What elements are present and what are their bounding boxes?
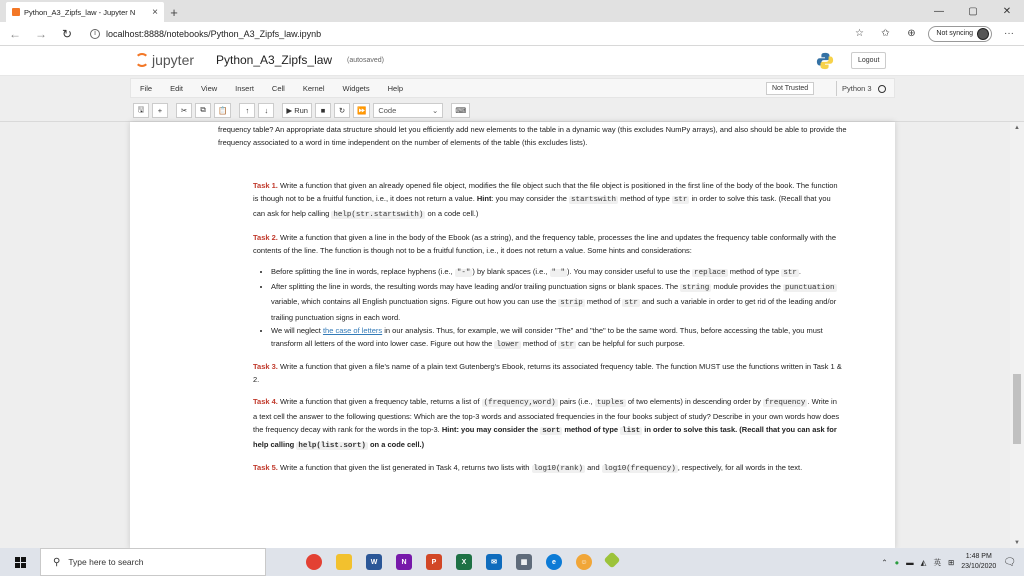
code-string: string xyxy=(682,284,710,293)
menu-file[interactable]: File xyxy=(140,83,153,93)
notebook-page xyxy=(130,122,895,549)
hint-3-text-b: in our analysis. Thus, for example, we will consider "The" and "the" to be the same word. Thus, before accessing the table, you must transform all letters of the word into lower case. Figure out how the xyxy=(271,325,823,349)
jupyter-brand-text: jupyter xyxy=(152,52,195,68)
hint-2-text-e: and such a variable in order to get rid of the leading and/or trailing punctuation signs in each word. xyxy=(271,297,837,322)
refresh-icon[interactable]: ↻ xyxy=(61,26,73,41)
task-5-text-c: , respectively, for all words in the text. xyxy=(677,463,803,473)
address-bar xyxy=(0,22,1024,46)
task-5-text-b: and xyxy=(585,463,602,473)
task-1-text-e: on a code cell.) xyxy=(425,209,479,219)
hint-2-text-d: method of xyxy=(584,297,623,307)
hint-1-text-c: ). You may consider useful to use the xyxy=(567,267,693,277)
autosave-status: (autosaved) xyxy=(347,57,384,64)
task-2-text: Write a function that given a line in the body of the Ebook (as a string), and the frequency table, processes the line and updates the frequency table conformally with the contents of the line. The function is though not to be a fruitful function, i.e., it does not return a value. Some hints and considerations: xyxy=(253,232,837,255)
fast-forward-icon[interactable]: ⏩ xyxy=(353,103,370,118)
git-icon[interactable] xyxy=(604,552,621,569)
clock-time: 1:48 PM xyxy=(965,553,992,560)
task-3-label: Task 3. xyxy=(253,362,278,372)
chevron-down-icon: ⌄ xyxy=(432,105,439,115)
tab-close-icon[interactable]: × xyxy=(152,6,158,18)
python-logo-icon xyxy=(816,52,834,70)
code-sort: sort xyxy=(542,427,561,436)
code-frequency: frequency xyxy=(764,398,806,407)
task-1-text: Write a function that given an already opened file object, modifies the file object such that the file object is positioned in the first line of the body of the book. The function is though not to be a fruitful function, i.e., it does not return a value. xyxy=(253,181,838,204)
code-help-list-sort: help(list.sort) xyxy=(298,442,366,451)
onenote-icon[interactable]: N xyxy=(396,554,412,570)
collections-icon[interactable]: ⊕ xyxy=(907,28,916,39)
task-3 xyxy=(253,360,843,386)
menu-view[interactable]: View xyxy=(201,83,218,93)
code-log10-frequency: log10(frequency) xyxy=(603,465,676,474)
chrome-icon[interactable] xyxy=(306,554,322,570)
powerpoint-icon[interactable]: P xyxy=(426,554,442,570)
task-4 xyxy=(253,395,843,454)
list-item xyxy=(271,324,843,352)
notebook-name[interactable]: Python_A3_Zipfs_law xyxy=(216,53,333,67)
code-frequency-word: (frequency,word) xyxy=(483,398,556,407)
favorite-star-icon[interactable]: ☆ xyxy=(854,28,864,39)
list-item xyxy=(271,265,843,280)
notification-icon[interactable]: 🗨 xyxy=(1003,556,1016,568)
hint-2-text-b: module provides the xyxy=(711,282,783,292)
code-str: str xyxy=(783,269,797,278)
code-strip: strip xyxy=(560,299,583,308)
task-1 xyxy=(253,179,843,223)
task-1-text-b: : you may consider the xyxy=(491,194,570,204)
move-down-icon[interactable]: ↓ xyxy=(258,103,274,118)
code-hyphen: "-" xyxy=(456,269,471,278)
stop-icon[interactable]: ■ xyxy=(315,103,331,118)
maximize-button[interactable]: ▢ xyxy=(968,5,978,17)
run-label: Run xyxy=(294,105,308,115)
jupyter-toolbar xyxy=(133,101,893,119)
ime-indicator[interactable]: 英 xyxy=(933,557,941,567)
kernel-name: Python 3 xyxy=(842,84,872,93)
wifi-icon[interactable]: ◭ xyxy=(920,557,927,567)
trust-status-button[interactable]: Not Trusted xyxy=(766,82,814,95)
keyboard-icon[interactable]: ⌨ xyxy=(451,103,470,118)
task-4-text-b: pairs (i.e., xyxy=(557,396,595,406)
list-item xyxy=(271,280,843,324)
code-replace: replace xyxy=(694,269,726,278)
code-str: str xyxy=(560,341,574,350)
excel-icon[interactable]: X xyxy=(456,554,472,570)
move-up-icon[interactable]: ↑ xyxy=(239,103,255,118)
word-icon[interactable]: W xyxy=(366,554,382,570)
hint-1-text-e: . xyxy=(798,267,802,277)
menu-widgets[interactable]: Widgets xyxy=(342,83,370,93)
taskbar-search-box[interactable] xyxy=(40,548,266,576)
task-1-hint: Hint xyxy=(476,194,492,204)
run-button[interactable]: ▶ Run xyxy=(282,103,312,118)
anaconda-icon[interactable]: ☺ xyxy=(576,554,592,570)
task-4-hint-c: in order to solve this task. (Recall that you can ask for help calling xyxy=(253,425,837,450)
task-4-text-c: of two elements) in descending order by xyxy=(625,396,763,406)
start-button[interactable] xyxy=(0,548,40,576)
cell-type-select[interactable] xyxy=(373,103,443,118)
task-2 xyxy=(253,231,843,257)
menu-insert[interactable]: Insert xyxy=(235,83,254,93)
hint-2-text-c: variable, which contains all English punctuation signs. Figure out how you can use the xyxy=(271,297,559,307)
hint-2-text-a: After splitting the line in words, the resulting words may have leading and/or trailing punctuation signs or blank spaces. The xyxy=(271,282,681,292)
sync-label: Not syncing xyxy=(936,30,973,37)
task-3-text: Write a function that given a file's name of a plain text Gutenberg's Ebook, returns its associated frequency table. The function MUST use the functions written in Task 1 & 2. xyxy=(253,362,842,385)
restart-icon[interactable]: ↻ xyxy=(334,103,350,118)
pinned-apps xyxy=(306,554,618,570)
task-5-text-a: Write a function that given the list generated in Task 4, returns two lists with xyxy=(277,463,532,473)
jupyter-menubar xyxy=(130,78,895,98)
code-log10-rank: log10(rank) xyxy=(533,465,584,474)
info-icon[interactable]: i xyxy=(90,29,100,39)
browser-tab[interactable] xyxy=(6,2,164,22)
calculator-icon[interactable]: ▦ xyxy=(516,554,532,570)
code-startswith: startswith xyxy=(571,196,617,205)
profile-avatar xyxy=(977,28,989,40)
cut-icon[interactable]: ✂ xyxy=(176,103,192,118)
code-str: str xyxy=(673,196,688,205)
search-icon: ⚲ xyxy=(53,556,61,568)
task-4-hint-b: method of type xyxy=(562,425,621,435)
cell-type-value: Code xyxy=(378,105,397,115)
task-5-label: Task 5. xyxy=(253,463,278,473)
notebook-area xyxy=(0,121,1024,548)
menu-edit[interactable]: Edit xyxy=(170,83,184,93)
page-scrollbar[interactable] xyxy=(1010,122,1024,549)
kernel-indicator xyxy=(836,81,886,96)
new-tab-button[interactable]: + xyxy=(170,4,178,20)
task-4-label: Task 4. xyxy=(253,396,278,406)
jupyter-header xyxy=(0,46,1024,76)
code-help-startswith: help(str.startswith) xyxy=(333,211,424,220)
url-field[interactable] xyxy=(84,25,842,43)
search-placeholder: Type here to search xyxy=(68,557,144,567)
task-4-hint-d: on a code cell.) xyxy=(367,440,425,450)
close-window-button[interactable]: ✕ xyxy=(1002,5,1012,17)
scroll-down-icon[interactable]: ▼ xyxy=(1014,540,1020,546)
menu-kernel[interactable]: Kernel xyxy=(302,83,325,93)
jupyter-favicon-icon xyxy=(12,8,20,16)
clock-date: 23/10/2020 xyxy=(961,563,997,570)
task-1-label: Task 1. xyxy=(253,181,278,190)
task-1-text-c: method of type xyxy=(618,194,672,204)
menu-help[interactable]: Help xyxy=(387,83,404,93)
tab-title: Python_A3_Zipfs_law - Jupyter N xyxy=(24,7,136,17)
edge-icon[interactable]: e xyxy=(546,554,562,570)
code-punctuation: punctuation xyxy=(785,284,835,293)
code-lower: lower xyxy=(496,341,519,350)
battery-icon[interactable]: ▬ xyxy=(906,557,914,567)
url-text: localhost:8888/notebooks/Python_A3_Zipfs_law.ipynb xyxy=(106,28,322,39)
intro-text: frequency table? An appropriate data structure should let you efficiently add new elements to the table in a dynamic way (this excludes NumPy arrays), and also should be able to provide the frequency associated to a word in time independent on the number of elements of the table (this excludes lists). xyxy=(218,125,847,148)
window-controls xyxy=(922,0,1024,22)
favorites-bar-icon[interactable]: ✩ xyxy=(881,28,890,39)
hint-1-text-a: Before splitting the line in words, replace hyphens (i.e., xyxy=(271,267,455,277)
task-4-hint: Hint: you may consider the xyxy=(441,425,541,435)
logout-button[interactable]: Logout xyxy=(851,52,886,69)
forward-arrow-icon[interactable]: → xyxy=(35,26,47,41)
paste-icon[interactable]: 📋 xyxy=(214,103,231,118)
more-menu-icon[interactable]: ··· xyxy=(1004,28,1014,39)
scroll-up-icon[interactable]: ▲ xyxy=(1014,125,1020,131)
keyboard-layout-icon[interactable]: ⊞ xyxy=(947,557,955,567)
jupyter-logo[interactable] xyxy=(135,52,194,68)
hint-1-text-d: method of type xyxy=(727,267,782,277)
markdown-cell-tasks[interactable] xyxy=(253,179,843,485)
code-tuples: tuples xyxy=(596,398,624,407)
scrollbar-thumb[interactable] xyxy=(1013,374,1021,444)
system-tray xyxy=(881,552,1024,572)
code-str: str xyxy=(624,299,638,308)
case-of-letters-link[interactable]: the case of letters xyxy=(322,325,383,335)
hint-3-text-d: can be helpful for such purpose. xyxy=(576,339,685,349)
mail-icon[interactable]: ✉ xyxy=(486,554,502,570)
add-cell-icon[interactable]: + xyxy=(152,103,168,118)
copy-icon[interactable]: ⧉ xyxy=(195,103,211,118)
tray-chevron-up-icon[interactable]: ⌃ xyxy=(881,557,888,567)
code-list: list xyxy=(622,427,641,436)
hint-1-text-b: ) by blank spaces (i.e., xyxy=(472,267,550,277)
back-arrow-icon[interactable]: ← xyxy=(9,26,21,41)
task-1-text-d: in order to solve this task. (Recall that you can ask for help calling xyxy=(253,194,831,219)
task-5 xyxy=(253,461,843,476)
task-2-label: Task 2. xyxy=(253,232,278,242)
hint-3-text-c: method of xyxy=(520,339,559,349)
save-icon[interactable]: 🖫 xyxy=(133,103,149,118)
hint-3-text-a: We will neglect xyxy=(271,325,323,335)
sync-button[interactable] xyxy=(928,26,992,42)
windows-logo-icon xyxy=(15,557,26,568)
clock[interactable] xyxy=(961,552,996,572)
code-space: " " xyxy=(551,269,566,278)
windows-taskbar xyxy=(0,548,1024,576)
minimize-button[interactable]: — xyxy=(934,5,944,17)
file-explorer-icon[interactable] xyxy=(336,554,352,570)
network-status-icon[interactable]: ● xyxy=(894,557,900,567)
menu-cell[interactable]: Cell xyxy=(271,83,285,93)
task-4-text-a: Write a function that given a frequency table, returns a list of xyxy=(277,396,482,406)
jupyter-logo-icon xyxy=(135,53,149,67)
kernel-idle-icon xyxy=(878,85,886,93)
hints-list xyxy=(271,265,843,352)
browser-tab-bar xyxy=(0,0,1024,22)
task-4-text-d: . Write in a text cell the answer to the following questions: Which are the top-3 words and associated frequencies in the four books subject of study? Describe in your own words how does the frequency decay with rank for the words in the top-3. xyxy=(253,396,840,435)
